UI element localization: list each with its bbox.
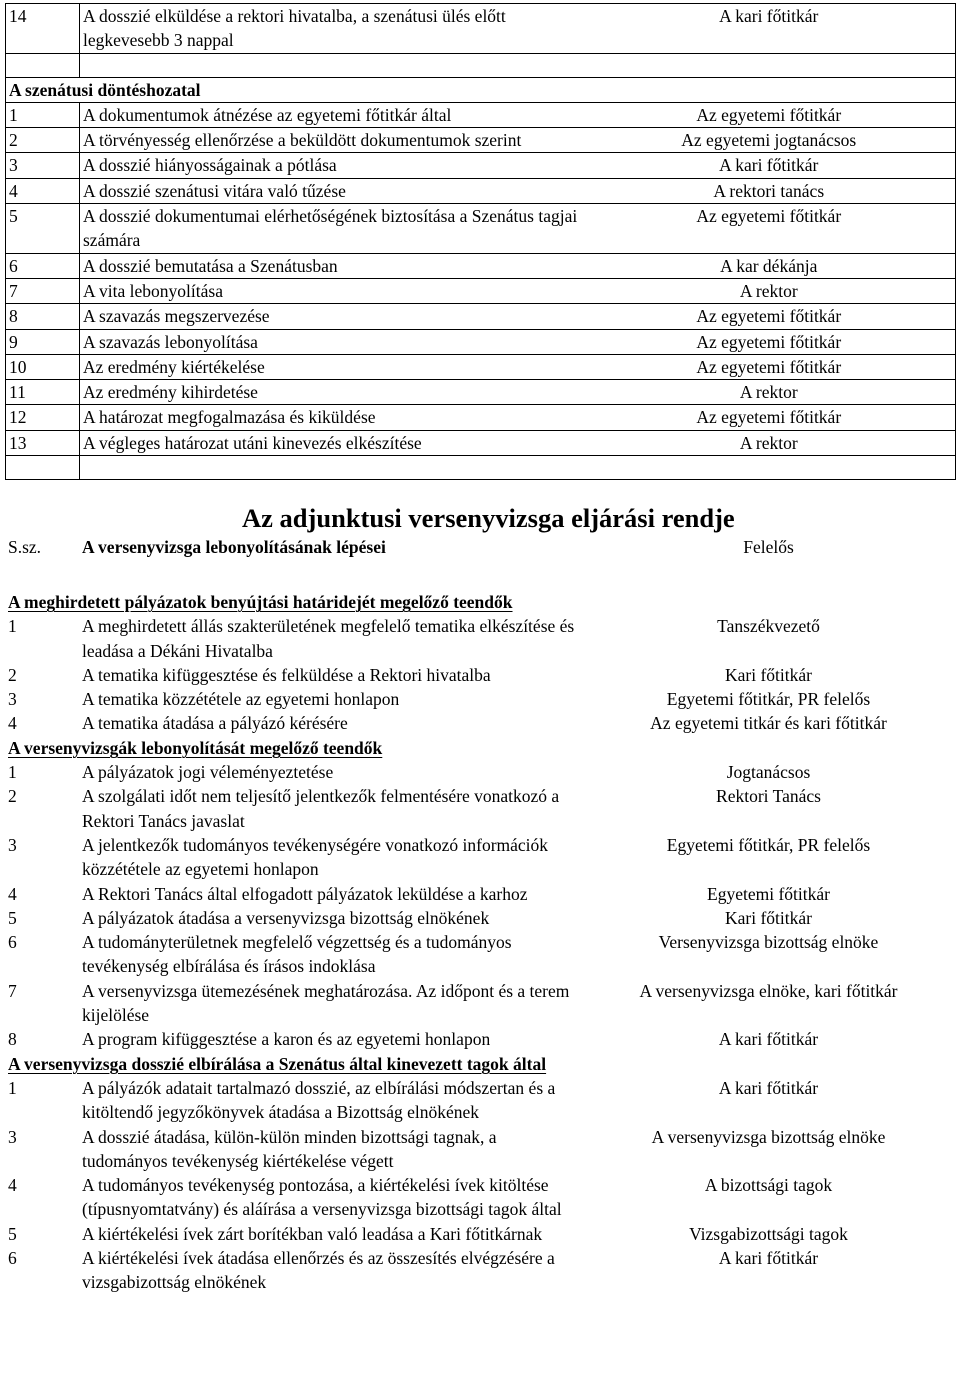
row-responsible: A kari főtitkár (583, 153, 956, 178)
blank-row (6, 53, 956, 77)
table-row (6, 278, 956, 303)
row-step: A tematika közzététele az egyetemi honlapon (82, 689, 400, 710)
spacer-row (5, 560, 955, 590)
row-step: A program kifüggesztése a karon és az egyetemi honlapon (82, 1029, 491, 1050)
table-row (6, 204, 956, 254)
section-heading: A meghirdetett pályázatok benyújtási határidejét megelőző teendők (8, 592, 513, 612)
row-responsible: Az egyetemi főtitkár (583, 204, 956, 254)
section-heading-row (6, 77, 956, 102)
row-step: A szavazás lebonyolítása (80, 329, 583, 354)
row-responsible: A kari főtitkár (718, 1077, 819, 1098)
row-responsible: A versenyvizsga elnöke, kari főtitkár (639, 980, 898, 1001)
row-responsible: Jogtanácsos (726, 762, 811, 783)
table-row (6, 153, 956, 178)
row-number: 3 (8, 689, 17, 710)
table-row (6, 304, 956, 329)
row-responsible: Az egyetemi titkár és kari főtitkár (650, 713, 887, 734)
table-row (5, 1222, 955, 1246)
table-row (5, 1173, 955, 1222)
row-step: A meghirdetett állás szakterületének megfelelő tematika elkészítése és leadása a Dékáni Hivatalba (82, 616, 575, 661)
section-heading-row (5, 590, 955, 614)
row-responsible: Az egyetemi főtitkár (583, 304, 956, 329)
row-step: A törvényesség ellenőrzése a beküldött dokumentumok szerint (80, 128, 583, 153)
header-number: S.sz. (8, 537, 42, 557)
row-number: 14 (6, 4, 80, 54)
row-step: A jelentkezők tudományos tevékenységére vonatkozó információk közzététele az egyetemi honlapon (82, 834, 549, 880)
row-step: A dosszié hiányosságainak a pótlása (80, 153, 583, 178)
row-responsible: A rektor (583, 430, 956, 455)
table-row (5, 1125, 955, 1174)
table-row (6, 102, 956, 127)
row-step: A pályázatok jogi véleményeztetése (82, 762, 334, 783)
section-title: Az adjunktusi versenyvizsga eljárási rendje (242, 503, 735, 533)
row-responsible: Versenyvizsga bizottság elnöke (658, 932, 879, 953)
blank-cell (583, 53, 956, 77)
row-number: 2 (6, 128, 80, 153)
row-step: A vita lebonyolítása (80, 278, 583, 303)
table-row (5, 930, 955, 979)
table-header-row (5, 534, 955, 560)
row-step: A Rektori Tanács által elfogadott pályázatok leküldése a karhoz (82, 883, 528, 904)
row-responsible: Az egyetemi jogtanácsos (583, 128, 956, 153)
row-step: A tematika átadása a pályázó kérésére (82, 713, 348, 734)
table-row (5, 1246, 955, 1295)
row-number: 4 (8, 713, 17, 734)
row-step: A dosszié elküldése a rektori hivatalba, a szenátusi ülés előtt legkevesebb 3 nappal (80, 4, 583, 54)
header-responsible: Felelős (743, 537, 794, 557)
row-number: 6 (8, 932, 17, 953)
table-row (6, 329, 956, 354)
row-responsible: Egyetemi főtitkár, PR felelős (666, 689, 871, 710)
row-step: A kiértékelési ívek átadása ellenőrzés és az összesítés elvégzésére a vizsgabizottság elnökének (82, 1248, 555, 1293)
row-number: 2 (8, 664, 17, 685)
row-number: 3 (8, 1126, 17, 1147)
blank-cell (80, 456, 583, 480)
header-steps: A versenyvizsga lebonyolításának lépései (82, 537, 386, 557)
row-number: 1 (8, 762, 17, 783)
exam-procedure-table (5, 534, 955, 1295)
table-row (5, 663, 955, 687)
blank-cell (80, 53, 583, 77)
row-responsible: Az egyetemi főtitkár (583, 405, 956, 430)
table-row (6, 354, 956, 379)
table-row (6, 253, 956, 278)
senate-decision-table (5, 3, 956, 480)
row-number: 8 (6, 304, 80, 329)
row-step: A dokumentumok átnézése az egyetemi főtitkár által (80, 102, 583, 127)
row-number: 4 (8, 1175, 17, 1196)
table-row (5, 687, 955, 711)
row-number: 4 (6, 178, 80, 203)
row-number: 7 (8, 980, 17, 1001)
row-responsible: A kari főtitkár (583, 4, 956, 54)
section-heading: A szenátusi döntéshozatal (6, 77, 956, 102)
row-responsible: Egyetemi főtitkár, PR felelős (666, 834, 871, 855)
row-responsible: A kari főtitkár (718, 1029, 819, 1050)
row-number: 2 (8, 786, 17, 807)
table-row (6, 430, 956, 455)
blank-cell (6, 456, 80, 480)
row-responsible: Vizsgabizottsági tagok (689, 1223, 848, 1244)
row-number: 12 (6, 405, 80, 430)
row-responsible: Rektori Tanács (716, 786, 821, 807)
row-step: A dosszié szenátusi vitára való tűzése (80, 178, 583, 203)
table-row (5, 833, 955, 882)
row-responsible: Egyetemi főtitkár (707, 883, 830, 904)
table-row (5, 784, 955, 833)
row-number: 11 (6, 380, 80, 405)
blank-row (6, 456, 956, 480)
row-responsible: A versenyvizsga bizottság elnöke (651, 1126, 886, 1147)
row-number: 3 (8, 834, 17, 855)
table-row (5, 711, 955, 735)
row-number: 5 (8, 907, 17, 928)
row-responsible: Kari főtitkár (725, 907, 812, 928)
row-responsible: Tanszékvezető (717, 616, 820, 637)
row-number: 4 (8, 883, 17, 904)
row-number: 7 (6, 278, 80, 303)
row-step: A pályázatok átadása a versenyvizsga bizottság elnökének (82, 907, 490, 928)
row-number: 6 (6, 253, 80, 278)
table-row (6, 380, 956, 405)
section-heading-row (5, 736, 955, 760)
row-responsible: A kari főtitkár (718, 1248, 819, 1269)
table-row (6, 405, 956, 430)
section-heading: A versenyvizsgák lebonyolítását megelőző teendők (8, 737, 383, 758)
row-number: 13 (6, 430, 80, 455)
table-row (6, 4, 956, 54)
row-responsible: Az egyetemi főtitkár (583, 329, 956, 354)
row-number: 6 (8, 1248, 17, 1269)
table-row (5, 1076, 955, 1125)
row-responsible: A kar dékánja (583, 253, 956, 278)
row-step: A szolgálati időt nem teljesítő jelentkezők felmentésére vonatkozó a Rektori Tanács javaslat (82, 786, 560, 831)
row-step: A határozat megfogalmazása és kiküldése (80, 405, 583, 430)
blank-cell (6, 53, 80, 77)
spacer-cell (5, 560, 955, 590)
section-heading-row (5, 1052, 955, 1076)
row-step: Az eredmény kihirdetése (80, 380, 583, 405)
row-responsible: A bizottsági tagok (704, 1175, 833, 1196)
row-step: A szavazás megszervezése (80, 304, 583, 329)
row-responsible: Az egyetemi főtitkár (583, 354, 956, 379)
row-step: A dosszié átadása, külön-külön minden bizottsági tagnak, a tudományos tevékenység kiértékelése végett (82, 1126, 497, 1171)
row-number: 10 (6, 354, 80, 379)
table-row (5, 614, 955, 663)
row-responsible: A rektor (583, 380, 956, 405)
table-row (5, 979, 955, 1028)
row-number: 3 (6, 153, 80, 178)
row-number: 1 (8, 616, 17, 637)
row-responsible: Az egyetemi főtitkár (583, 102, 956, 127)
row-number: 5 (8, 1223, 17, 1244)
row-number: 5 (6, 204, 80, 254)
row-responsible: A rektor (583, 278, 956, 303)
row-step: A tudományterületnek megfelelő végzettség és a tudományos tevékenység elbírálása és írásos indoklása (82, 932, 512, 977)
blank-cell (583, 456, 956, 480)
row-step: A tudományos tevékenység pontozása, a kiértékelési ívek kitöltése (típusnyomtatvány) és aláírása a versenyvizsga bizottsági tagok által (82, 1175, 562, 1220)
row-step: A dosszié dokumentumai elérhetőségének biztosítása a Szenátus tagjai számára (80, 204, 583, 254)
section-heading: A versenyvizsga dosszié elbírálása a Szenátus által kinevezett tagok által (8, 1053, 547, 1074)
row-responsible: Kari főtitkár (725, 664, 812, 685)
row-number: 1 (8, 1077, 17, 1098)
row-step: A kiértékelési ívek zárt borítékban való leadása a Kari főtitkárnak (82, 1223, 543, 1244)
table-row (5, 882, 955, 906)
row-step: Az eredmény kiértékelése (80, 354, 583, 379)
table-row (6, 128, 956, 153)
row-step: A tematika kifüggesztése és felküldése a Rektori hivatalba (82, 664, 491, 685)
row-number: 1 (6, 102, 80, 127)
row-step: A pályázók adatait tartalmazó dosszié, az elbírálási módszertan és a kitöltendő jegyzőkönyvek átadása a Bizottság elnökének (82, 1077, 556, 1123)
row-number: 9 (6, 329, 80, 354)
table-row (5, 760, 955, 784)
table-row (6, 178, 956, 203)
row-step: A versenyvizsga ütemezésének meghatározása. Az időpont és a terem kijelölése (82, 980, 570, 1026)
row-step: A dosszié bemutatása a Szenátusban (80, 253, 583, 278)
row-responsible: A rektori tanács (583, 178, 956, 203)
row-step: A végleges határozat utáni kinevezés elkészítése (80, 430, 583, 455)
row-number: 8 (8, 1029, 17, 1050)
table-row (5, 906, 955, 930)
table-row (5, 1027, 955, 1051)
